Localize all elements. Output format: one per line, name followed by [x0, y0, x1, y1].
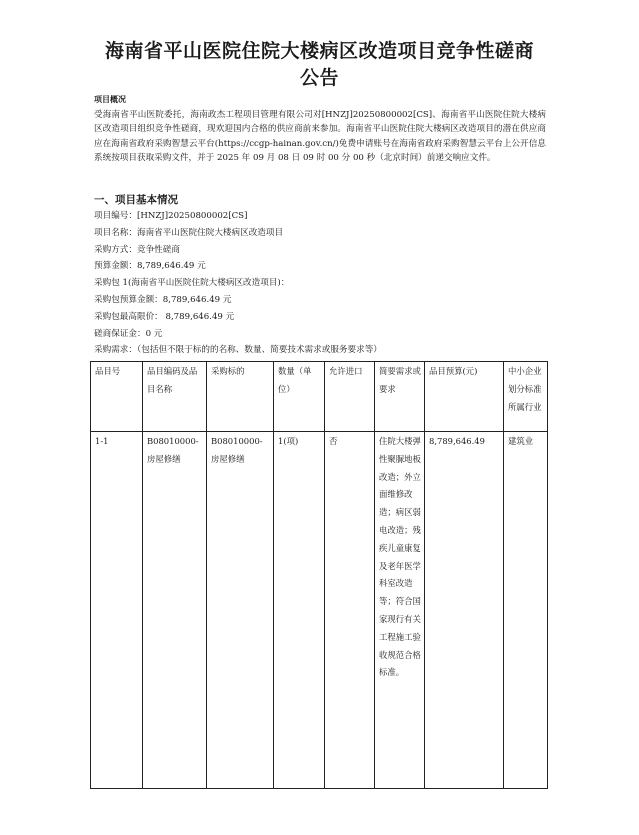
info-budget: 预算金额：8,789,646.49 元	[94, 261, 206, 272]
header-subject: 采购标的	[207, 362, 274, 432]
header-import: 允许进口	[325, 362, 375, 432]
info-package: 采购包 1(海南省平山医院住院大楼病区改造项目)：	[94, 278, 290, 289]
title-line-2: 公告	[299, 67, 339, 89]
title-line-1: 海南省平山医院住院大楼病区改造项目竞争性磋商	[104, 40, 534, 62]
cell-item-code: B08010000-房屋修缮	[143, 432, 207, 789]
cell-requirements: 住院大楼弹性聚脲地板改造；外立面维修改造；病区弱电改造；残疾儿童康复及老年医学科室改造等；符合国家现行有关工程施工验收规范合格标准。	[375, 432, 425, 789]
page-title	[0, 38, 639, 92]
cell-subject: B08010000-房屋修缮	[207, 432, 274, 789]
cell-budget: 8,789,646.49	[425, 432, 504, 789]
info-procurement-method: 采购方式：竞争性磋商	[94, 244, 180, 255]
header-industry: 中小企业划分标准所属行业	[504, 362, 548, 432]
info-project-number: 项目编号：[HNZJ]20250800002[CS]	[94, 211, 248, 221]
info-requirements: 采购需求：（包括但不限于标的的名称、数量、简要技术需求或服务要求等）	[94, 345, 382, 356]
header-requirements: 简要需求或要求	[375, 362, 425, 432]
cell-industry: 建筑业	[504, 432, 548, 789]
requirements-table	[90, 361, 548, 789]
info-price-cap: 采购包最高限价： 8,789,646.49 元	[94, 311, 235, 322]
info-deposit: 磋商保证金：0 元	[94, 328, 163, 339]
overview-label: 项目概况	[94, 94, 126, 104]
header-budget: 品目预算(元)	[425, 362, 504, 432]
header-item-code: 品目编码及品目名称	[143, 362, 207, 432]
project-info	[94, 208, 382, 359]
section-heading: 一、项目基本情况	[94, 194, 178, 206]
info-package-budget: 采购包预算金额：8,789,646.49 元	[94, 294, 232, 305]
cell-item-no: 1-1	[91, 432, 143, 789]
info-project-name: 项目名称：海南省平山医院住院大楼病区改造项目	[94, 227, 284, 238]
table-row	[91, 432, 548, 789]
cell-quantity: 1(项)	[274, 432, 325, 789]
intro-paragraph: 受海南省平山医院委托，海南政杰工程项目管理有限公司对[HNZJ]20250800002[CS]、海南省平山医院住院大楼病区改造项目组织竞争性磋商，现欢迎国内合格的供应商前来参加。海南省平山医院住院大楼病区改造项目的潜在供应商应在海南省政府采购智慧云平台(https://ccgp-hainan.gov.cn/)免费申请账号在海南省政府采购智慧云平台上公开信息系统按项目获取采购文件，并于 2025 年 09 月 08 日 09 时 00 分 00 秒（北京时间）前递交响应文件。	[94, 110, 546, 164]
header-quantity: 数量（单位）	[274, 362, 325, 432]
cell-import: 否	[325, 432, 375, 789]
header-item-no: 品目号	[91, 362, 143, 432]
table-header-row	[91, 362, 548, 432]
